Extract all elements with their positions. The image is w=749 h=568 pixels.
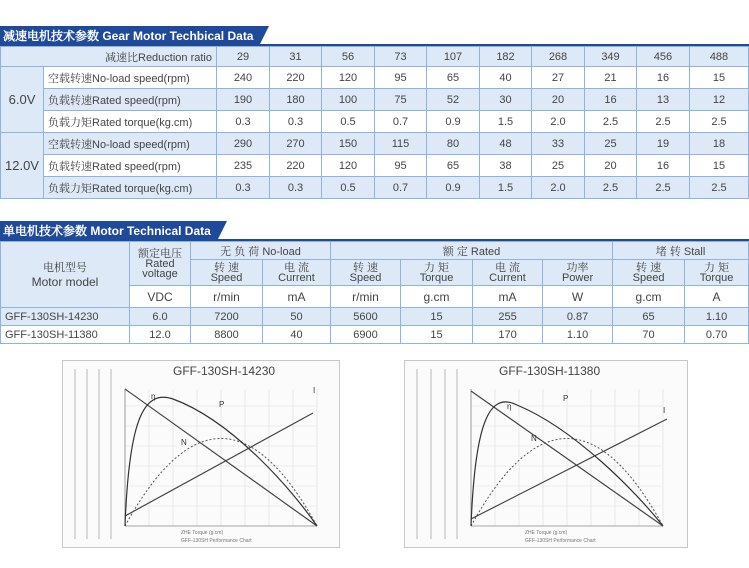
value-cell: 16: [637, 67, 690, 89]
col-header-en: Current: [489, 271, 526, 284]
col-header-torque: [685, 260, 749, 286]
ratio-cell: 488: [690, 47, 749, 67]
col-header-speed: [331, 260, 401, 286]
col-header-en: Speed: [632, 271, 665, 284]
ratio-cell: 268: [532, 47, 585, 67]
row-label: 负载转速Rated speed(rpm): [44, 155, 217, 177]
unit-cell: g.cm: [401, 286, 473, 308]
value-cell: 75: [375, 89, 427, 111]
current-curve: [471, 419, 667, 519]
value-cell: 27: [532, 67, 585, 89]
value-cell: 16: [637, 155, 690, 177]
value-cell: 0.3: [217, 177, 270, 199]
chart-title: GFF-130SH-14230: [173, 364, 276, 378]
table-row: [1, 155, 749, 177]
value-cell: 0.3: [270, 177, 322, 199]
col-header-cn: 力 矩: [423, 261, 450, 274]
value-cell: 240: [217, 67, 270, 89]
value-cell: 0.7: [375, 177, 427, 199]
value-cell: 2.5: [585, 111, 637, 133]
value-cell: 16: [585, 89, 637, 111]
current-label: I: [313, 386, 316, 395]
value-cell: 38: [480, 155, 532, 177]
value-cell: 0.7: [375, 111, 427, 133]
voltage-label-6v: 6.0V: [1, 67, 44, 133]
performance-chart-14230: [62, 360, 340, 548]
value-cell: 2.5: [585, 177, 637, 199]
value-cell: 220: [270, 155, 322, 177]
value-cell: 6900: [331, 326, 401, 344]
value-cell: 270: [270, 133, 322, 155]
value-cell: 2.5: [637, 111, 690, 133]
unit-cell: W: [543, 286, 613, 308]
rated-voltage-cn: 额定电压: [138, 247, 182, 260]
value-cell: 235: [217, 155, 270, 177]
noload-group-header: 无 负 荷 No-load: [191, 242, 331, 260]
ratio-cell: 456: [637, 47, 690, 67]
value-cell: 2.5: [690, 111, 749, 133]
y-axis-scales: [75, 369, 111, 539]
value-cell: 120: [322, 67, 375, 89]
value-cell: 18: [690, 133, 749, 155]
value-cell: 25: [532, 155, 585, 177]
value-cell: 120: [322, 155, 375, 177]
value-cell: 50: [263, 308, 331, 326]
gear-motor-table: [0, 46, 749, 199]
chart-title: GFF-130SH-11380: [499, 364, 601, 378]
value-cell: 13: [637, 89, 690, 111]
value-cell: 21: [585, 67, 637, 89]
value-cell: 0.9: [427, 177, 480, 199]
value-cell: 1.10: [685, 308, 749, 326]
chart-footnote: GFF-130SH Performance Chart: [525, 538, 596, 544]
value-cell: 20: [532, 89, 585, 111]
value-cell: 12.0: [130, 326, 191, 344]
value-cell: 95: [375, 155, 427, 177]
chart-footnote: GFF-130SH Performance Chart: [181, 538, 252, 544]
motor-section-title: 单电机技术参数 Motor Technical Data: [0, 221, 217, 241]
performance-chart-11380: [404, 360, 688, 548]
value-cell: 2.0: [532, 111, 585, 133]
value-cell: 5600: [331, 308, 401, 326]
value-cell: 150: [322, 133, 375, 155]
value-cell: 290: [217, 133, 270, 155]
value-cell: 0.9: [427, 111, 480, 133]
value-cell: 65: [427, 67, 480, 89]
rated-voltage-header: [130, 242, 191, 286]
efficiency-label: η: [507, 402, 512, 411]
value-cell: 170: [473, 326, 543, 344]
col-header-current: [263, 260, 331, 286]
value-cell: 52: [427, 89, 480, 111]
power-label: P: [219, 400, 225, 409]
value-cell: 190: [217, 89, 270, 111]
ratio-cell: 29: [217, 47, 270, 67]
value-cell: 2.5: [690, 177, 749, 199]
value-cell: 0.3: [270, 111, 322, 133]
ratio-label: 减速比Reduction ratio: [1, 47, 217, 67]
value-cell: 1.10: [543, 326, 613, 344]
value-cell: 15: [401, 326, 473, 344]
ratio-cell: 73: [375, 47, 427, 67]
table-row: [1, 308, 749, 326]
unit-cell: r/min: [191, 286, 263, 308]
model-cell: GFF-130SH-11380: [1, 326, 130, 344]
model-header-cn: 电机型号: [43, 261, 87, 274]
rated-group-header: 额 定 Rated: [331, 242, 613, 260]
col-header-cn: 力 矩: [704, 261, 730, 274]
unit-cell: mA: [473, 286, 543, 308]
model-cell: GFF-130SH-14230: [1, 308, 130, 326]
value-cell: 70: [613, 326, 685, 344]
value-cell: 80: [427, 133, 480, 155]
value-cell: 6.0: [130, 308, 191, 326]
col-header-torque: [401, 260, 473, 286]
value-cell: 48: [480, 133, 532, 155]
value-cell: 0.87: [543, 308, 613, 326]
ratio-cell: 107: [427, 47, 480, 67]
value-cell: 20: [585, 155, 637, 177]
table-row: [1, 89, 749, 111]
value-cell: 65: [613, 308, 685, 326]
value-cell: 95: [375, 67, 427, 89]
value-cell: 180: [270, 89, 322, 111]
value-cell: 15: [690, 155, 749, 177]
stall-group-header: 堵 转 Stall: [613, 242, 749, 260]
gear-section-title: 减速电机技术参数 Gear Motor Techbical Data: [0, 26, 259, 46]
y-axis-scales: [417, 369, 457, 539]
value-cell: 2.0: [532, 177, 585, 199]
col-header-en: Speed: [349, 271, 382, 284]
value-cell: 40: [263, 326, 331, 344]
value-cell: 0.5: [322, 111, 375, 133]
col-header-speed: [613, 260, 685, 286]
value-cell: 33: [532, 133, 585, 155]
table-row: [1, 177, 749, 199]
value-cell: 25: [585, 133, 637, 155]
unit-cell: mA: [263, 286, 331, 308]
table-row: [1, 67, 749, 89]
col-header-cn: 转 速: [352, 261, 379, 274]
speed-label: N: [531, 434, 537, 443]
unit-cell: r/min: [331, 286, 401, 308]
chart-svg: [63, 361, 339, 547]
value-cell: 19: [637, 133, 690, 155]
value-cell: 12: [690, 89, 749, 111]
col-header-en: Torque: [699, 271, 734, 284]
x-axis-label: ZHE Torque (g.cm): [525, 530, 568, 536]
col-header-en: Torque: [419, 271, 454, 284]
ratio-cell: 31: [270, 47, 322, 67]
power-label: P: [563, 394, 569, 403]
row-label: 负载力矩Rated torque(kg.cm): [44, 111, 217, 133]
chart-svg: [405, 361, 687, 547]
current-curve: [125, 413, 313, 516]
speed-label: N: [181, 438, 187, 447]
model-header-en: Motor model: [31, 274, 99, 289]
table-row: [1, 111, 749, 133]
value-cell: 0.70: [685, 326, 749, 344]
value-cell: 7200: [191, 308, 263, 326]
unit-cell: g.cm: [613, 286, 685, 308]
col-header-cn: 功率: [566, 261, 589, 274]
col-header-en: Speed: [210, 271, 243, 284]
value-cell: 220: [270, 67, 322, 89]
ratio-cell: 349: [585, 47, 637, 67]
row-label: 负载转速Rated speed(rpm): [44, 89, 217, 111]
rated-voltage-en2: voltage: [142, 267, 178, 280]
rated-voltage-en1: Rated: [145, 257, 175, 270]
efficiency-label: η: [151, 392, 156, 401]
row-label: 空载转速No-load speed(rpm): [44, 67, 217, 89]
row-label: 空载转速No-load speed(rpm): [44, 133, 217, 155]
col-header-cn: 转 速: [213, 261, 240, 274]
value-cell: 100: [322, 89, 375, 111]
col-header-cn: 电 流: [283, 261, 310, 274]
col-header-en: Current: [278, 271, 315, 284]
value-cell: 30: [480, 89, 532, 111]
value-cell: 0.3: [217, 111, 270, 133]
value-cell: 255: [473, 308, 543, 326]
table-row: [1, 326, 749, 344]
value-cell: 0.5: [322, 177, 375, 199]
row-label: 负载力矩Rated torque(kg.cm): [44, 177, 217, 199]
value-cell: 8800: [191, 326, 263, 344]
col-header-current: [473, 260, 543, 286]
x-axis-label: ZHE Torque (g.cm): [181, 530, 224, 536]
col-header-en: Power: [561, 271, 594, 284]
col-header-cn: 转 速: [636, 261, 662, 274]
value-cell: 65: [427, 155, 480, 177]
unit-cell: A: [685, 286, 749, 308]
col-header-speed: [191, 260, 263, 286]
ratio-cell: 182: [480, 47, 532, 67]
model-header: [1, 242, 130, 308]
value-cell: 1.5: [480, 111, 532, 133]
value-cell: 15: [401, 308, 473, 326]
value-cell: 115: [375, 133, 427, 155]
motor-table: [0, 241, 749, 344]
value-cell: 1.5: [480, 177, 532, 199]
col-header-cn: 电 流: [494, 261, 521, 274]
unit-cell: VDC: [130, 286, 191, 308]
ratio-row: [1, 47, 749, 67]
value-cell: 40: [480, 67, 532, 89]
ratio-cell: 56: [322, 47, 375, 67]
voltage-label-12v: 12.0V: [1, 133, 44, 199]
value-cell: 15: [690, 67, 749, 89]
col-header-power: [543, 260, 613, 286]
table-row: [1, 133, 749, 155]
value-cell: 2.5: [637, 177, 690, 199]
current-label: I: [663, 406, 666, 415]
